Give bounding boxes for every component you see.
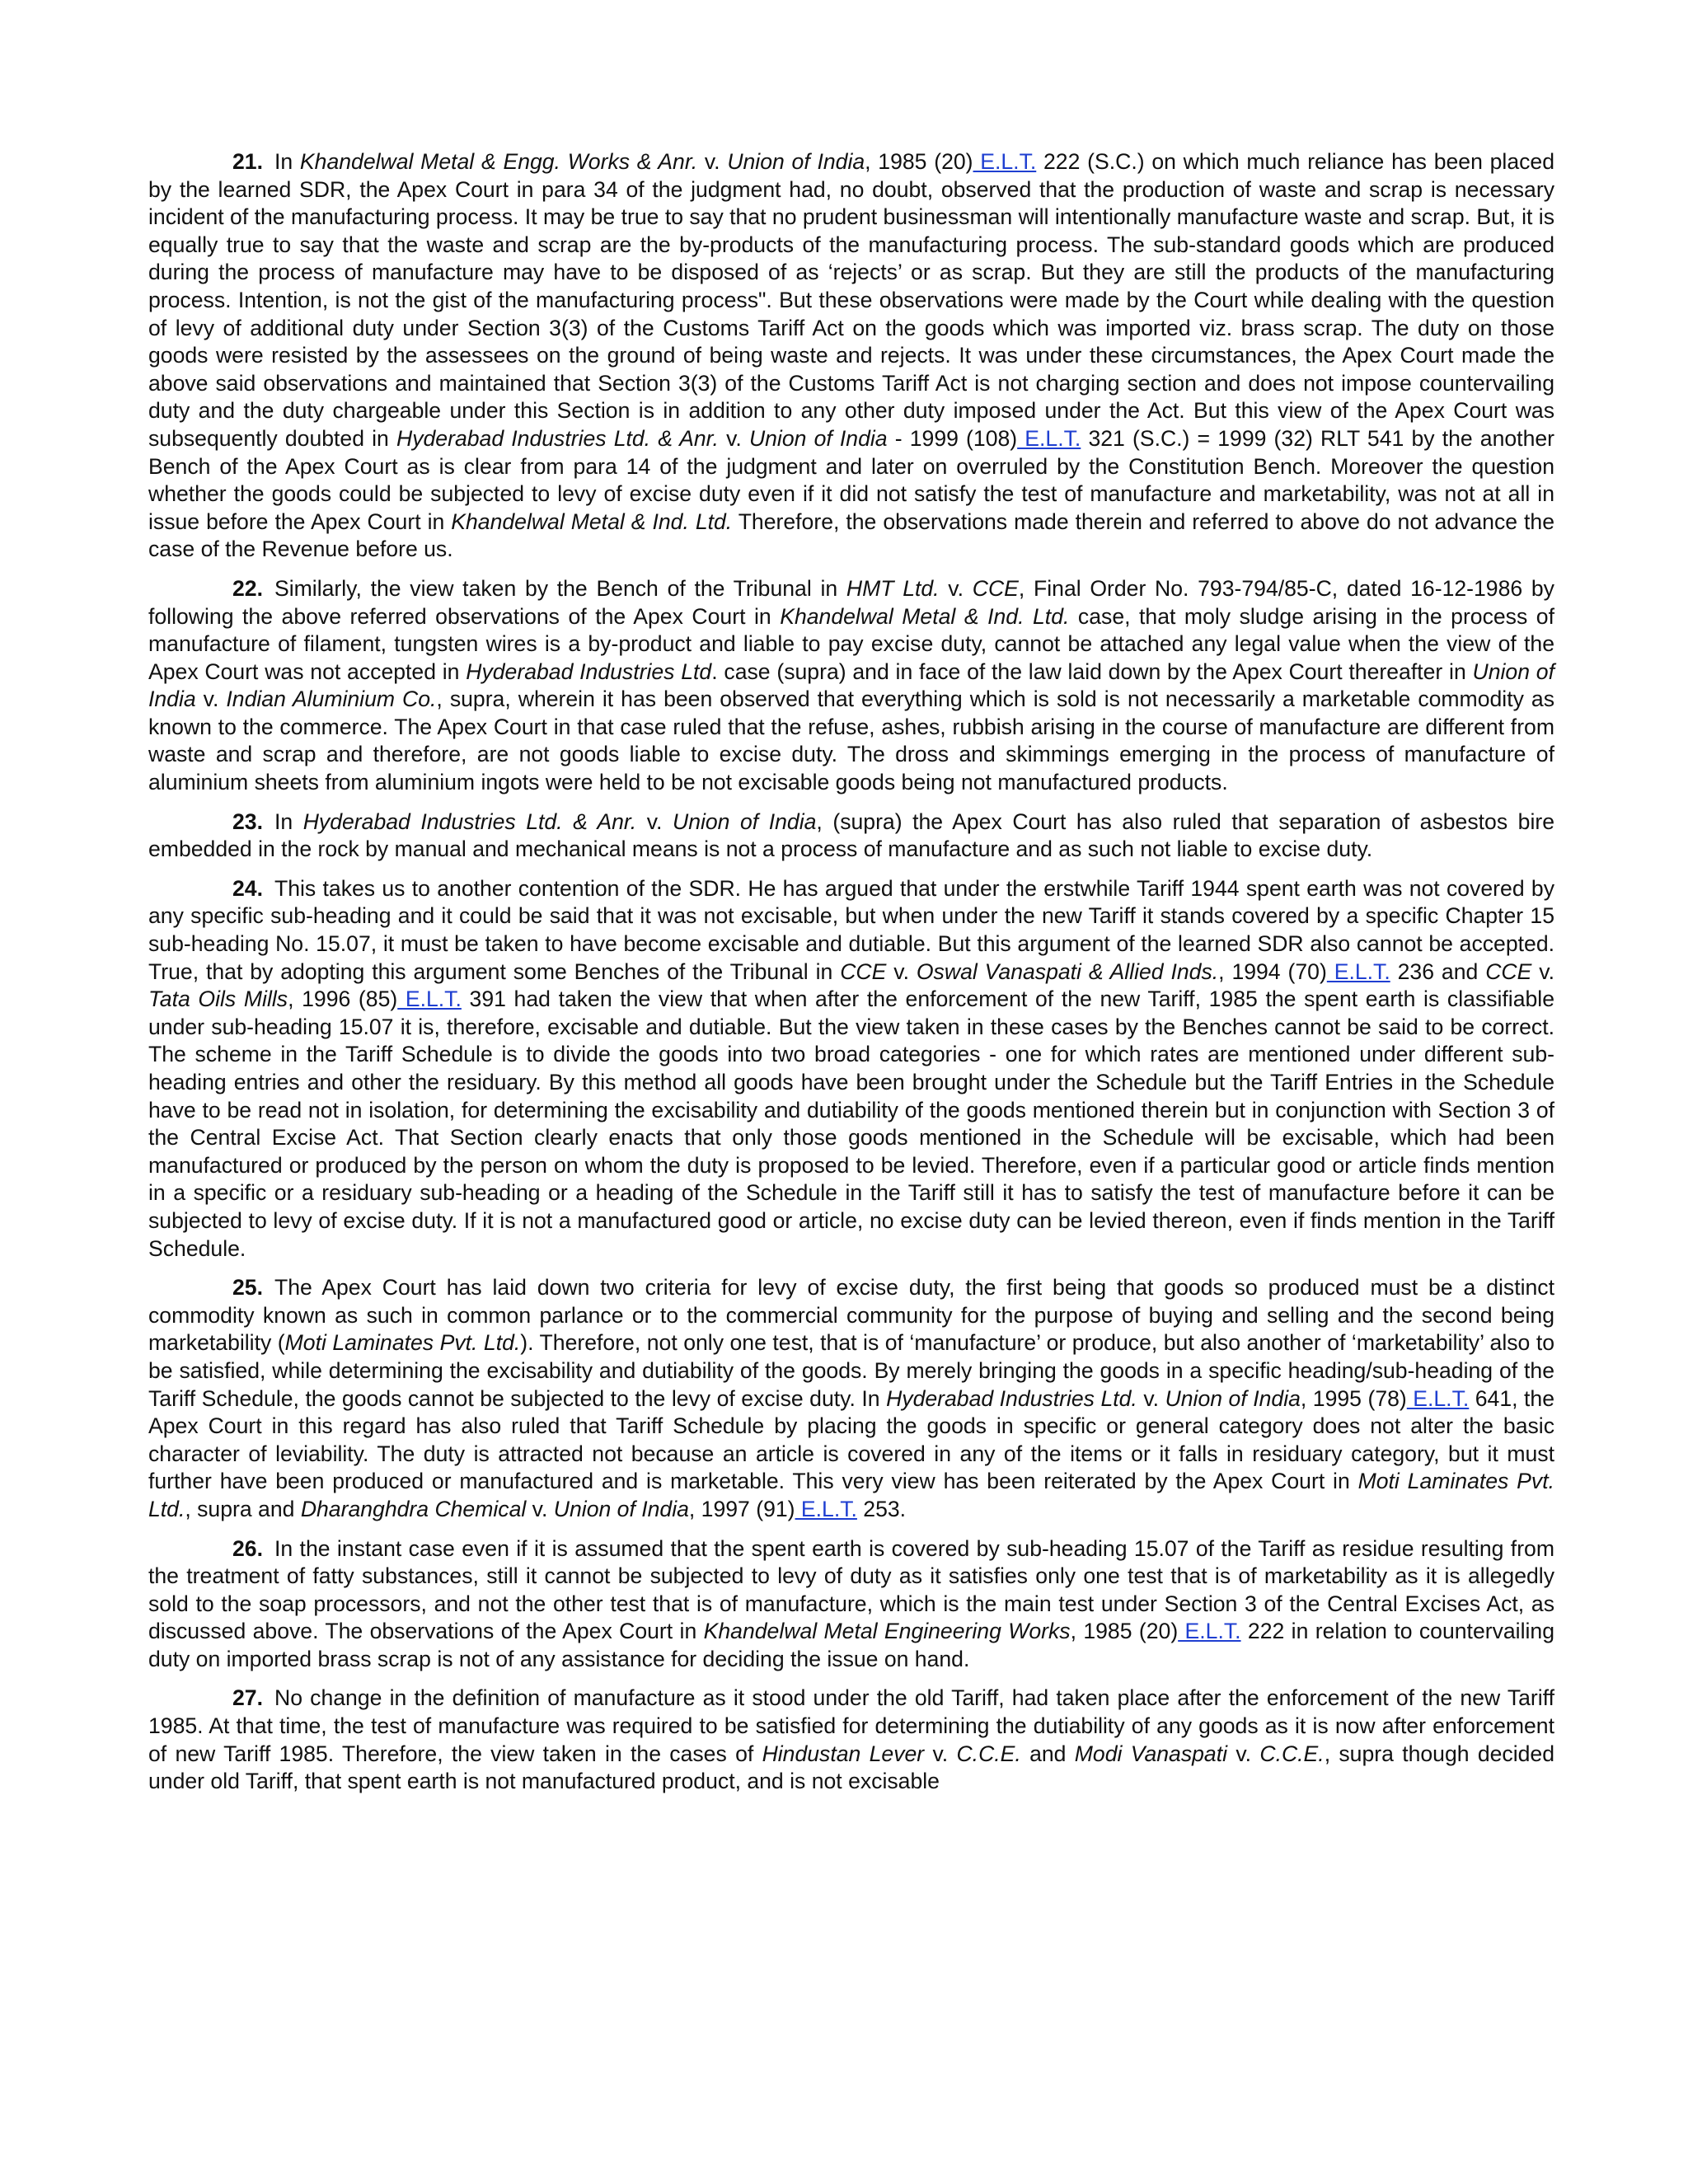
paragraph — [148, 575, 1554, 797]
paragraph-number: 27. — [232, 1685, 263, 1711]
text-run: In — [274, 149, 300, 174]
case-name: Khandelwal Metal & Ind. Ltd. — [780, 603, 1070, 629]
text-run: . case (supra) and in face of the law laid down by the Apex Court thereafter in — [711, 658, 1473, 684]
case-name: C.C.E. — [1259, 1741, 1325, 1766]
paragraph — [148, 1685, 1554, 1795]
text-run: v. — [1531, 958, 1554, 984]
citation-link[interactable]: E.L.T. — [1326, 958, 1390, 984]
text-run: , supra though decided under old Tariff, that spent earth is not manufactured product, and is not excisable — [148, 1741, 1555, 1794]
case-name: Khandelwal Metal & Engg. Works & Anr. — [299, 149, 698, 174]
paragraph-number: 22. — [232, 575, 263, 601]
text-run: The Apex Court has laid down two criteria for levy of excise duty, the first being that goods so produced must be a distinct commodity known as such in common parlance or to the commercial community for the purpose of buying and selling and the second being marketability ( — [148, 1275, 1554, 1356]
text-run: and — [1020, 1741, 1075, 1766]
text-run: 236 and — [1390, 958, 1486, 984]
case-name: CCE — [972, 575, 1019, 601]
text-run: , 1997 (91) — [688, 1496, 795, 1521]
text-run: 222 (S.C.) on which much reliance has been placed by the learned SDR, the Apex Court in para 34 of the judgment had, no doubt, observed that the production of waste and scrap is necessary incident of the manufacturing process. It may be true to say that no prudent businessman will intentionally manufacture waste and scrap. But, it is equally true to say that the waste and scrap are the by-products of the manufacturing process. The sub-standard goods which are produced during the process of manufacture may have to be disposed of as ‘rejects’ or as scrap. But they are still the products of the manufacturing process. Intention, is not the gist of the manufacturing process". But these observations were made by the Court while dealing with the question of levy of additional duty under Section 3(3) of the Customs Tariff Act on the goods which was imported viz. brass scrap. The duty on those goods were resisted by the assessees on the ground of being waste and rejects. It was under these circumstances, the Apex Court made the above said observations and maintained that Section 3(3) of the Customs Tariff Act is not charging section and does not impose countervailing duty and the duty chargeable under this Section is in addition to any other duty imposed under the Act. But this view of the Apex Court was subsequently doubted in — [148, 149, 1554, 451]
text-run: 321 (S.C.) = 1999 (32) RLT 541 by the another Bench of the Apex Court as is clear from para 14 of the judgment and later on overruled by the Constitution Bench. Moreover the question whether the goods could be subjected to levy of excise duty even if it did not satisfy the test of manufacture and marketability, was not at all in issue before the Apex Court in — [148, 425, 1555, 534]
paragraph — [148, 808, 1554, 864]
text-run: v. — [526, 1496, 554, 1521]
text-run: v. — [939, 575, 973, 601]
case-name: Union of India — [748, 425, 888, 451]
paragraph-number: 21. — [232, 149, 263, 174]
case-name: Union of India — [727, 149, 865, 174]
case-name: Hyderabad Industries Ltd. & Anr. — [396, 425, 719, 451]
case-name: Hindustan Lever — [762, 1741, 925, 1766]
case-name: Hyderabad Industries Ltd — [466, 658, 712, 684]
text-run: , 1985 (20) — [1070, 1619, 1179, 1644]
case-name: Hyderabad Industries Ltd. — [886, 1385, 1137, 1411]
text-run: In the instant case even if it is assumed that the spent earth is covered by sub-heading 15.07 of the Tariff as residue resulting from the treatment of fatty substances, still it cannot be subjected to levy of duty as it satisfies only one test that is of marketability as it is allegedly sold to the soap processors, and not the other test that is of manufacture, which is the main test under Section 3 of the Central Excises Act, as discussed above. The observations of the Apex Court in — [148, 1535, 1554, 1644]
text-run: , 1996 (85) — [288, 987, 398, 1012]
text-run: v. — [636, 808, 673, 834]
paragraph-number: 25. — [232, 1275, 263, 1301]
text-run: Therefore, the observations made therein and referred to above do not advance the case of the Revenue before us. — [148, 509, 1554, 562]
paragraph — [148, 148, 1554, 564]
text-run: case, that moly sludge arising in the process of manufacture of filament, tungsten wires is a by-product and liable to pay excise duty, cannot be attached any legal value when the view of the Apex Court was not accepted in — [148, 603, 1554, 684]
paragraph — [148, 875, 1554, 1263]
text-run: , supra, wherein it has been observed that everything which is sold is not necessarily a marketable commodity as known to the commerce. The Apex Court in that case ruled that the refuse, ashes, rubbish arising in the course of manufacture are different from waste and scrap and therefore, are not goods liable to excise duty. The dross and skimmings emerging in the process of manufacture of aluminium sheets from aluminium ingots were held to be not excisable goods being not manufactured products. — [148, 687, 1554, 795]
case-name: Union of India — [672, 808, 817, 834]
case-name: Union of India — [1165, 1385, 1301, 1411]
text-run: v. — [1227, 1741, 1260, 1766]
case-name: HMT Ltd. — [846, 575, 940, 601]
citation-link[interactable]: E.L.T. — [795, 1496, 857, 1521]
case-name: Moti Laminates Pvt. Ltd. — [284, 1330, 521, 1356]
case-name: Tata Oils Mills — [148, 987, 288, 1012]
paragraph-number: 24. — [232, 875, 263, 901]
text-run: 391 had taken the view that when after the enforcement of the new Tariff, 1985 the spent earth is classifiable under sub-heading 15.07 it is, therefore, excisable and dutiable. But the view taken in these cases by the Benches cannot be said to be correct. The scheme in the Tariff Schedule is to divide the goods into two broad categories - one for which rates are mentioned under different sub-heading entries and other the residuary. By this method all goods have been brought under the Schedule but the Tariff Entries in the Schedule have to be read not in isolation, for determining the excisability and dutiability of the goods mentioned therein but in conjunction with Section 3 of the Central Excise Act. That Section clearly enacts that only those goods mentioned in the Schedule will be excisable, which had been manufactured or produced by the person on whom the duty is proposed to be levied. Therefore, even if a particular good or article finds mention in a specific or a residuary sub-heading or a heading of the Schedule in the Tariff still it has to satisfy the test of manufacture before it can be subjected to levy of excise duty. If it is not a manufactured good or article, no excise duty can be levied thereon, even if finds mention in the Tariff Schedule. — [148, 987, 1554, 1261]
citation-link[interactable]: E.L.T. — [1406, 1385, 1470, 1411]
text-run: v. — [195, 687, 227, 712]
case-name: Hyderabad Industries Ltd. & Anr. — [302, 808, 637, 834]
case-name: Indian Aluminium Co. — [226, 687, 437, 712]
case-name: Modi Vanaspati — [1074, 1741, 1228, 1766]
citation-link[interactable]: E.L.T. — [973, 149, 1037, 174]
text-run: No change in the definition of manufacture as it stood under the old Tariff, had taken place after the enforcement of the new Tariff 1985. At that time, the test of manufacture was required to be satisfied for determining the dutiability of any goods as it is now after enforcement of new Tariff 1985. Therefore, the view taken in the cases of — [148, 1685, 1554, 1766]
text-run: , 1995 (78) — [1300, 1385, 1407, 1411]
text-run: , (supra) the Apex Court has also ruled that separation of asbestos bire embedded in the rock by manual and mechanical means is not a process of manufacture and as such not liable to excise duty. — [148, 808, 1554, 862]
text-run: 222 in relation to countervailing duty on imported brass scrap is not of any assistance for deciding the issue on hand. — [148, 1619, 1554, 1671]
paragraph-number: 23. — [232, 808, 263, 834]
case-name: Khandelwal Metal Engineering Works — [703, 1619, 1071, 1644]
case-name: Dharanghdra Chemical — [300, 1496, 527, 1521]
text-run: , Final Order No. 793-794/85-C, dated 16-12-1986 by following the above referred observations of the Apex Court in — [148, 575, 1554, 629]
text-run: 253. — [856, 1496, 907, 1521]
case-name: Union of India — [553, 1496, 689, 1521]
text-run: In — [274, 808, 303, 834]
case-name: Union of India — [148, 658, 1554, 712]
case-name: Moti Laminates Pvt. Ltd. — [148, 1469, 1554, 1521]
paragraph-number: 26. — [232, 1535, 263, 1561]
paragraph — [148, 1274, 1554, 1523]
case-name: Khandelwal Metal & Ind. Ltd. — [451, 509, 733, 534]
text-run: - 1999 (108) — [887, 425, 1018, 451]
text-run: v. — [886, 958, 917, 984]
text-run: 641, the Apex Court in this regard has also ruled that Tariff Schedule by placing the goods in specific or general category does not alter the basic character of leviability. The duty is attracted not because an article is covered in any of the items or it falls in residuary category, but it must further have been produced or manufactured and is marketable. This very view has been reiterated by the Apex Court in — [148, 1385, 1555, 1494]
citation-link[interactable]: E.L.T. — [397, 987, 462, 1012]
text-run: Similarly, the view taken by the Bench of the Tribunal in — [274, 575, 846, 601]
citation-link[interactable]: E.L.T. — [1178, 1619, 1241, 1644]
case-name: CCE — [840, 958, 887, 984]
text-run: v. — [924, 1741, 957, 1766]
text-run: , 1994 (70) — [1218, 958, 1327, 984]
paragraph — [148, 1535, 1554, 1674]
text-run: , supra and — [185, 1496, 301, 1521]
text-run: ). Therefore, not only one test, that is of ‘manufacture’ or produce, but also another of ‘marketability’ also to be satisfied, while determining the excisability and dutiability of the goods. By merely bringing the goods in a specific heading/sub-heading of the Tariff Schedule, the goods cannot be subjected to the levy of excise duty. In — [148, 1330, 1554, 1411]
text-run: This takes us to another contention of the SDR. He has argued that under the erstwhile Tariff 1944 spent earth was not covered by any specific sub-heading and it could be said that it was not excisable, but when under the new Tariff it stands covered by a specific Chapter 15 sub-heading No. 15.07, it must be taken to have become excisable and dutiable. But this argument of the learned SDR also cannot be accepted. True, that by adopting this argument some Benches of the Tribunal in — [148, 875, 1554, 984]
citation-link[interactable]: E.L.T. — [1017, 425, 1081, 451]
text-run: v. — [697, 149, 728, 174]
text-run: v. — [718, 425, 749, 451]
text-run: , 1985 (20) — [865, 149, 973, 174]
text-run: v. — [1137, 1385, 1165, 1411]
case-name: CCE — [1485, 958, 1532, 984]
case-name: C.C.E. — [956, 1741, 1021, 1766]
case-name: Oswal Vanaspati & Allied Inds. — [916, 958, 1219, 984]
